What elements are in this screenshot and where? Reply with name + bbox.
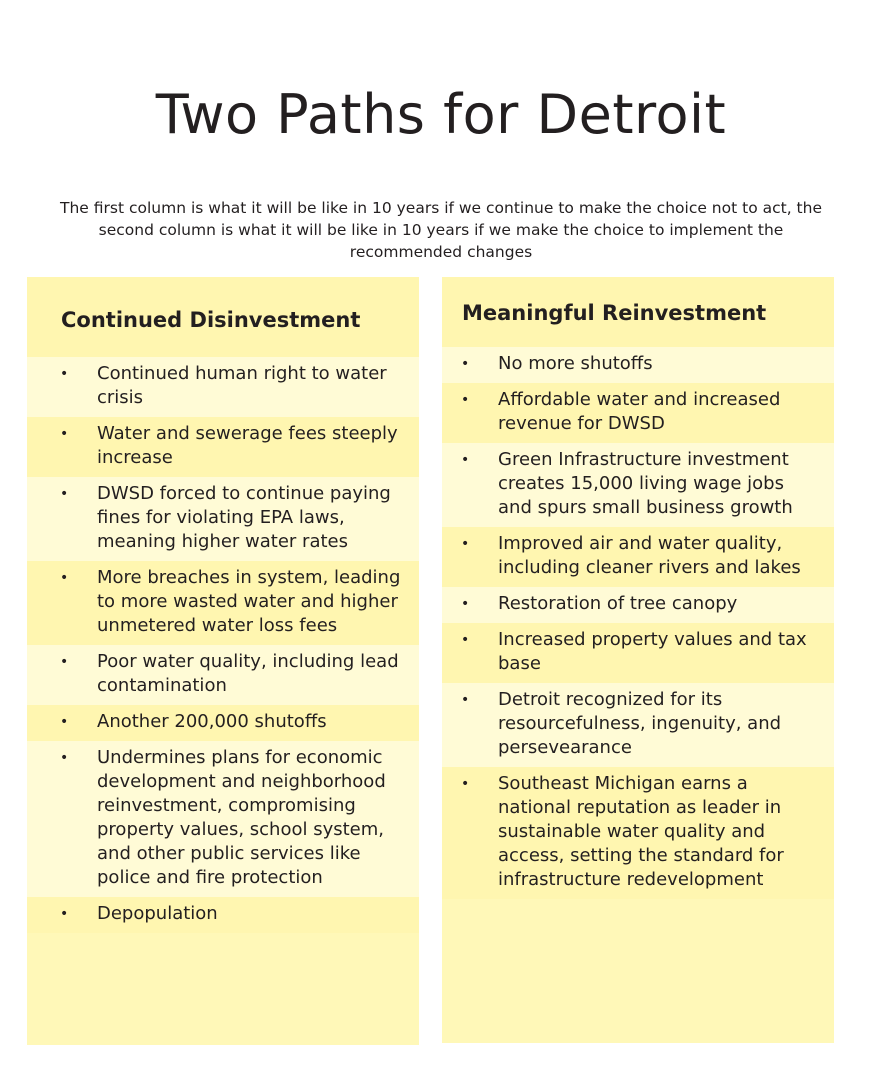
list-item-text: Continued human right to water crisis <box>97 363 387 408</box>
list-item-text: Restoration of tree canopy <box>498 593 738 614</box>
list-item <box>27 477 419 561</box>
bullet-icon: • <box>461 356 470 372</box>
list-item <box>442 443 834 527</box>
list-item-text: Southeast Michigan earns a national reputation as leader in sustainable water quality and access, setting the standard for infrastructure redevelopment <box>498 773 784 890</box>
column-heading: Meaningful Reinvestment <box>442 277 834 347</box>
list-item <box>27 357 419 417</box>
list-item <box>442 347 834 383</box>
list-item-text: Increased property values and tax base <box>498 629 807 674</box>
list-item <box>27 417 419 477</box>
intro-text: The first column is what it will be like in 10 years if we continue to make the choice not to act, the second column is what it will be like in 10 years if we make the choice to implement the recommended changes <box>60 198 822 261</box>
list-item-text: Detroit recognized for its resourcefulness, ingenuity, and persevearance <box>498 689 782 758</box>
list-item <box>27 741 419 897</box>
bullet-icon: • <box>60 750 69 766</box>
page-title: Two Paths for Detroit <box>155 83 727 147</box>
list-item-text: No more shutoffs <box>498 353 653 374</box>
bullet-icon: • <box>60 654 69 670</box>
list-item-text: Depopulation <box>97 903 218 924</box>
list-item-text: Water and sewerage fees steeply increase <box>97 423 398 468</box>
bullet-icon: • <box>60 714 69 730</box>
list-item <box>442 587 834 623</box>
list-item-text: Undermines plans for economic development and neighborhood reinvestment, compromising property values, school system, and other public services like police and fire protection <box>97 747 386 888</box>
list-item <box>27 897 419 933</box>
outcome-list <box>442 347 834 899</box>
list-item-text: Affordable water and increased revenue for DWSD <box>498 389 781 434</box>
bullet-icon: • <box>461 692 470 708</box>
column-continued-disinvestment <box>27 277 419 1045</box>
list-item-text: Green Infrastructure investment creates 15,000 living wage jobs and spurs small business growth <box>498 449 793 518</box>
outcome-list <box>27 357 419 933</box>
list-item <box>442 623 834 683</box>
list-item-text: Improved air and water quality, including cleaner rivers and lakes <box>498 533 801 578</box>
list-item <box>442 383 834 443</box>
list-item <box>27 561 419 645</box>
column-meaningful-reinvestment <box>442 277 834 1043</box>
list-item-text: Poor water quality, including lead contamination <box>97 651 399 696</box>
bullet-icon: • <box>60 366 69 382</box>
bullet-icon: • <box>60 426 69 442</box>
list-item-text: Another 200,000 shutoffs <box>97 711 327 732</box>
bullet-icon: • <box>461 392 470 408</box>
bullet-icon: • <box>60 906 69 922</box>
bullet-icon: • <box>461 596 470 612</box>
bullet-icon: • <box>461 452 470 468</box>
list-item <box>27 705 419 741</box>
bullet-icon: • <box>461 776 470 792</box>
column-heading: Continued Disinvestment <box>27 277 419 357</box>
list-item-text: DWSD forced to continue paying fines for violating EPA laws, meaning higher water rates <box>97 483 391 552</box>
list-item <box>442 683 834 767</box>
bullet-icon: • <box>60 570 69 586</box>
bullet-icon: • <box>461 632 470 648</box>
bullet-icon: • <box>461 536 470 552</box>
list-item <box>442 527 834 587</box>
list-item <box>27 645 419 705</box>
bullet-icon: • <box>60 486 69 502</box>
list-item-text: More breaches in system, leading to more wasted water and higher unmetered water loss fees <box>97 567 401 636</box>
list-item <box>442 767 834 899</box>
